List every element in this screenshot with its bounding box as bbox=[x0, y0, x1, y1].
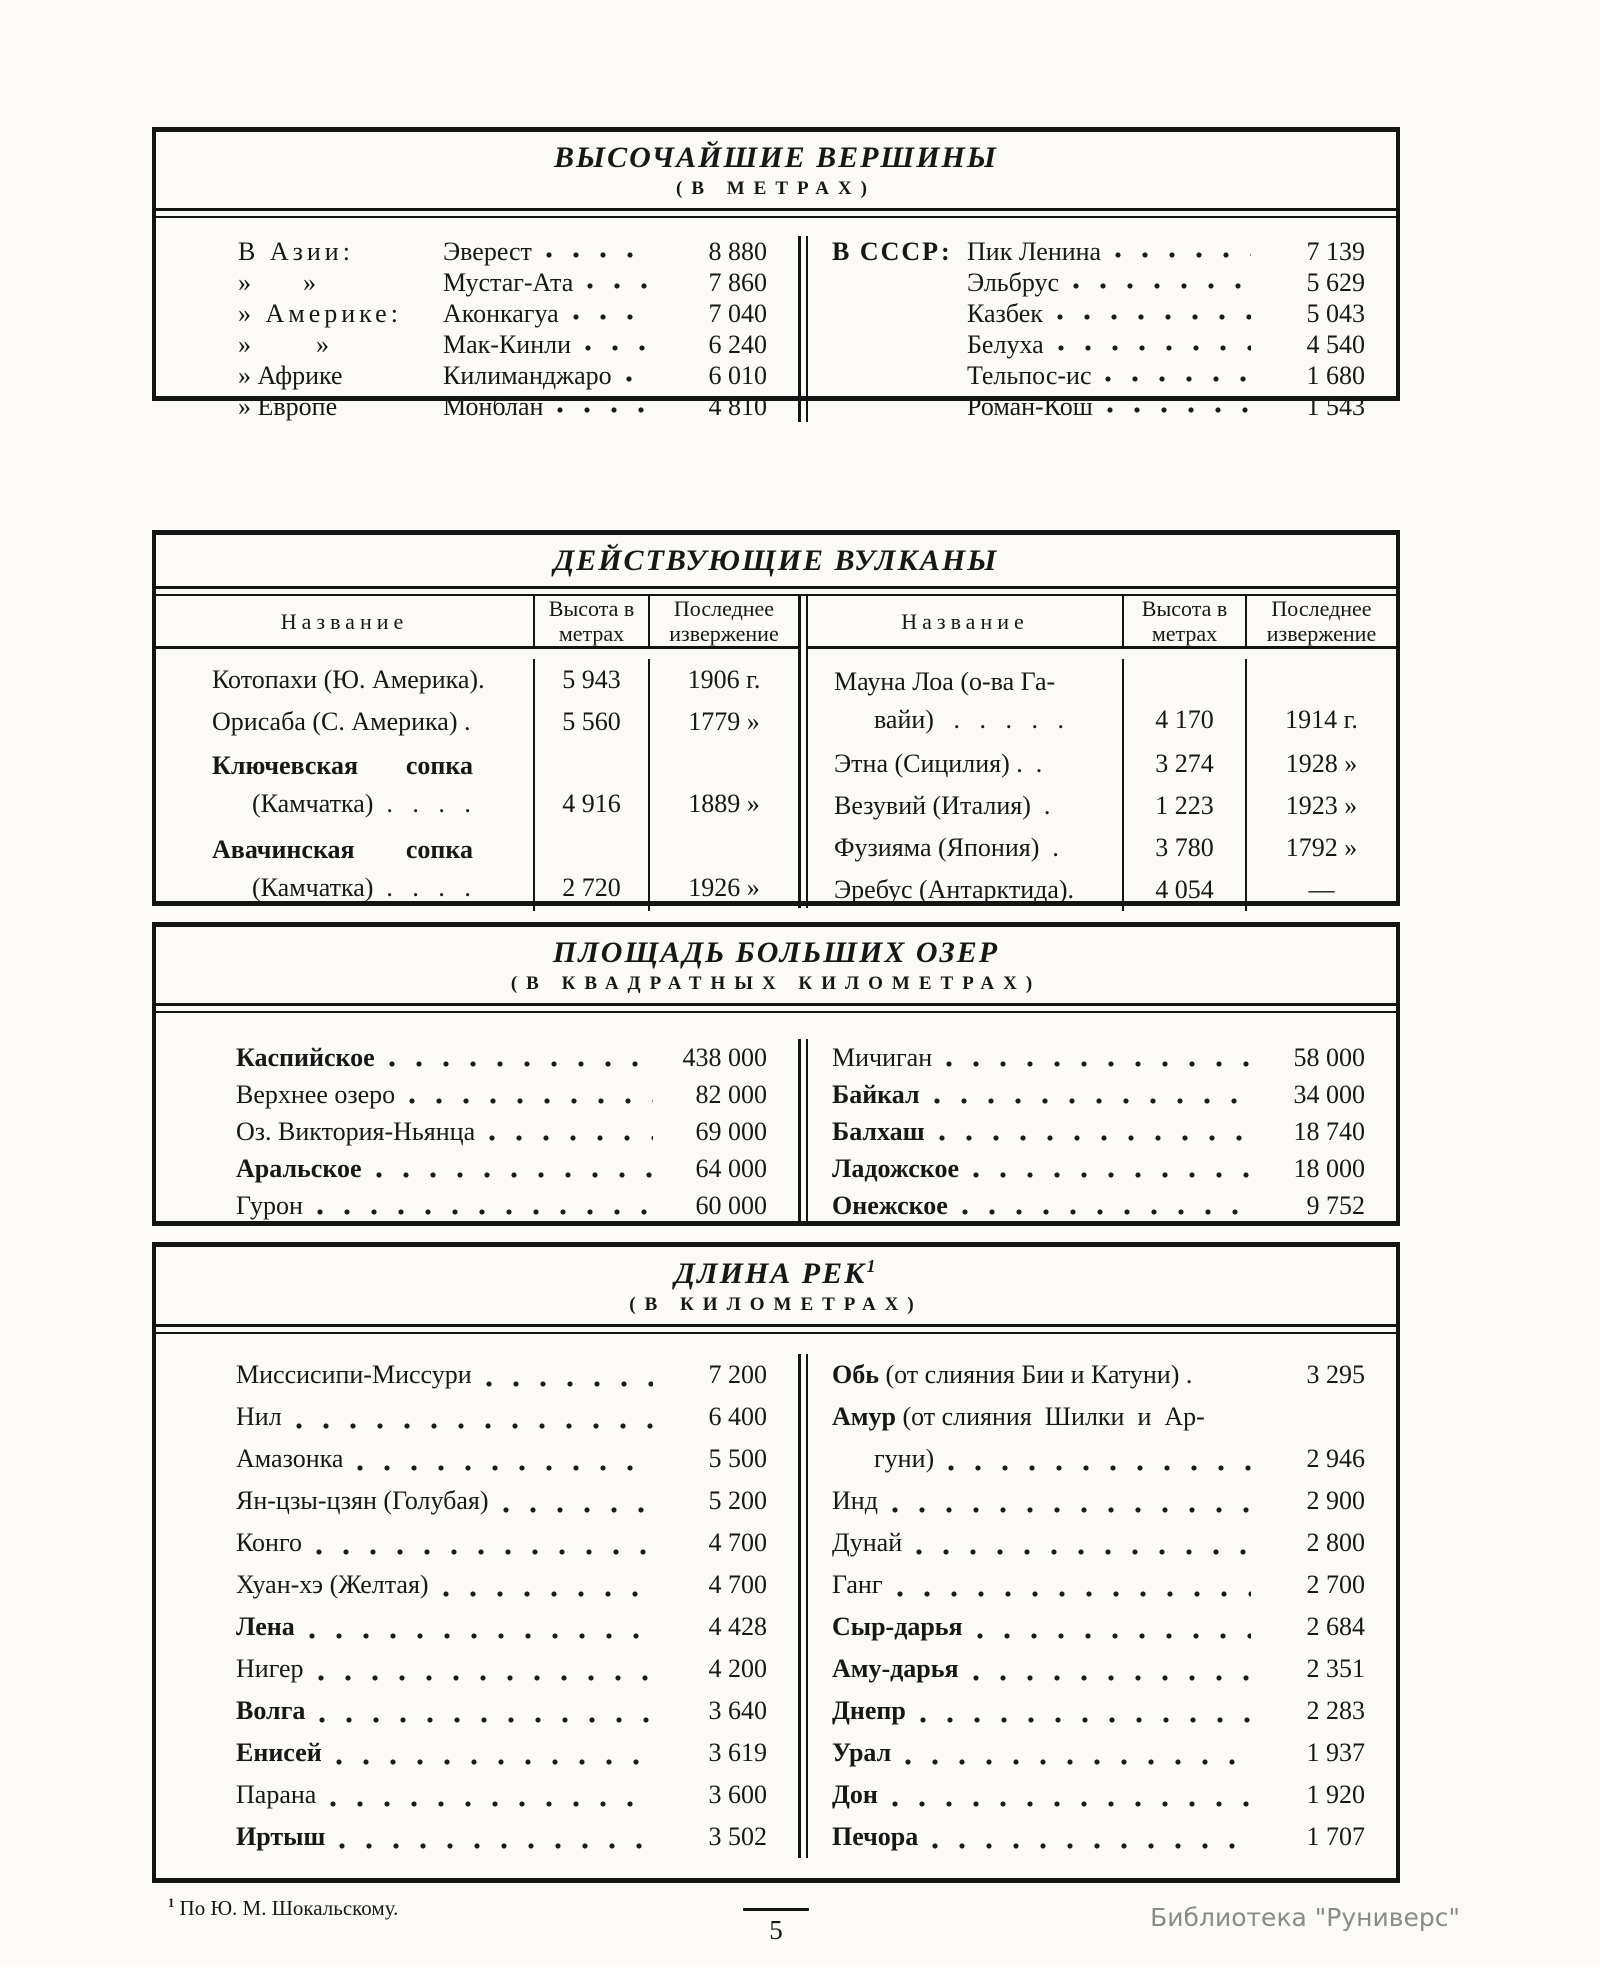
lake-name: Байкал bbox=[832, 1080, 920, 1109]
region-label: » » bbox=[238, 330, 329, 359]
last-eruption: 1792 » bbox=[1285, 833, 1358, 862]
table-row bbox=[238, 298, 767, 329]
river-length: 3 619 bbox=[708, 1738, 767, 1767]
volcano-name: Этна (Сицилия) . . bbox=[834, 749, 1043, 778]
dot-leader bbox=[939, 1135, 1251, 1141]
dot-leader bbox=[946, 1061, 1251, 1067]
dot-leader bbox=[503, 1507, 654, 1513]
river-length: 2 351 bbox=[1306, 1654, 1365, 1683]
table-row bbox=[156, 827, 798, 911]
dot-leader bbox=[376, 1172, 653, 1178]
river-name: Конго bbox=[236, 1528, 302, 1557]
river-name: Хуан-хэ (Желтая) bbox=[236, 1570, 429, 1599]
last-eruption: 1906 г. bbox=[687, 665, 761, 694]
peak-name: Монблан bbox=[443, 392, 544, 421]
dot-leader bbox=[557, 407, 653, 413]
region-label: В СССР: bbox=[832, 237, 952, 266]
peak-height: 5 629 bbox=[1306, 268, 1365, 297]
lakes-right-column bbox=[808, 1039, 1396, 1224]
last-eruption: — bbox=[1308, 875, 1335, 904]
peak-height: 7 040 bbox=[708, 299, 767, 328]
table-row bbox=[238, 267, 767, 298]
last-eruption: 1914 г. bbox=[1285, 705, 1358, 734]
col-header-name: Название bbox=[901, 608, 1029, 634]
river-length: 2 800 bbox=[1306, 1528, 1365, 1557]
river-length: 1 707 bbox=[1306, 1822, 1365, 1851]
river-name: Енисей bbox=[236, 1738, 322, 1767]
dot-leader bbox=[489, 1135, 653, 1141]
river-name: Дон bbox=[832, 1780, 878, 1809]
header-row bbox=[808, 596, 1396, 646]
last-eruption: 1889 » bbox=[688, 789, 760, 818]
lake-area: 438 000 bbox=[682, 1043, 767, 1072]
vertical-divider bbox=[798, 236, 808, 422]
table-row bbox=[832, 1438, 1365, 1480]
lake-name: Оз. Виктория-Ньянца bbox=[236, 1117, 476, 1146]
table-row bbox=[832, 1354, 1365, 1396]
table-row bbox=[832, 1113, 1365, 1150]
peak-name: Эверест bbox=[443, 237, 532, 266]
volcano-name-line2: вайи) . . . . . bbox=[874, 705, 1064, 734]
river-name: Урал bbox=[832, 1738, 892, 1767]
dot-leader bbox=[317, 1209, 653, 1215]
dot-leader bbox=[573, 314, 653, 320]
table-title: ВЫСОЧАЙШИЕ ВЕРШИНЫ bbox=[554, 141, 998, 174]
footnote-reference: 1 bbox=[866, 1256, 878, 1276]
table-row bbox=[238, 236, 767, 267]
lake-area: 9 752 bbox=[1306, 1191, 1365, 1220]
dot-leader bbox=[1058, 345, 1251, 351]
river-length: 4 700 bbox=[708, 1570, 767, 1599]
table-row bbox=[832, 1606, 1365, 1648]
river-name: Амазонка bbox=[236, 1444, 344, 1473]
table-highest-peaks bbox=[152, 127, 1400, 421]
dot-leader bbox=[1115, 252, 1251, 258]
river-name-note: (от слияния Шилки и Ар- bbox=[895, 1402, 1205, 1431]
dot-leader bbox=[1057, 314, 1251, 320]
river-name: Обь bbox=[832, 1360, 879, 1389]
dot-leader bbox=[357, 1465, 653, 1471]
volcano-name: Везувий (Италия) . bbox=[834, 791, 1051, 820]
table-title: ДЛИНА РЕК$^1$ bbox=[674, 1256, 878, 1290]
table-row bbox=[236, 1113, 767, 1150]
vertical-divider bbox=[798, 1039, 808, 1224]
river-name: Сыр-дарья bbox=[832, 1612, 963, 1641]
dot-leader bbox=[920, 1717, 1251, 1723]
double-rule bbox=[156, 1003, 1396, 1013]
river-name: Ганг bbox=[832, 1570, 883, 1599]
dot-leader bbox=[934, 1098, 1251, 1104]
table-row bbox=[832, 236, 1365, 267]
double-rule bbox=[156, 208, 1396, 218]
peak-name: Аконкагуа bbox=[443, 299, 559, 328]
region-label: » Европе bbox=[238, 392, 338, 421]
footnote-text: По Ю. М. Шокальскому. bbox=[174, 1896, 399, 1920]
table-row bbox=[236, 1732, 767, 1774]
peak-name: Тельпос-ис bbox=[967, 361, 1092, 390]
river-name: Амур bbox=[832, 1402, 896, 1431]
footnote-marker: 1 bbox=[168, 1896, 175, 1910]
dot-leader bbox=[897, 1591, 1251, 1597]
river-length: 3 640 bbox=[708, 1696, 767, 1725]
lake-area: 64 000 bbox=[695, 1154, 767, 1183]
river-name: Нигер bbox=[236, 1654, 304, 1683]
peak-height: 7 860 bbox=[708, 268, 767, 297]
river-length: 1 937 bbox=[1306, 1738, 1365, 1767]
dot-leader bbox=[1105, 376, 1251, 382]
lake-name: Каспийское bbox=[236, 1043, 375, 1072]
table-row bbox=[236, 1648, 767, 1690]
double-rule bbox=[156, 1324, 1396, 1334]
volcano-name: Котопахи (Ю. Америка). bbox=[212, 665, 485, 694]
table-body bbox=[156, 596, 1396, 908]
table-title: ДЕЙСТВУЮЩИЕ ВУЛКАНЫ bbox=[553, 544, 999, 577]
table-row bbox=[832, 1150, 1365, 1187]
peaks-right-column bbox=[808, 236, 1396, 422]
volcano-name: Эребус (Антарктида). bbox=[834, 875, 1075, 904]
double-rule bbox=[156, 586, 1396, 596]
river-length: 4 200 bbox=[708, 1654, 767, 1683]
lake-area: 58 000 bbox=[1293, 1043, 1365, 1072]
table-row bbox=[236, 1522, 767, 1564]
river-name: Нил bbox=[236, 1402, 282, 1431]
rivers-right-column bbox=[808, 1354, 1396, 1858]
page-number: 5 bbox=[769, 1915, 783, 1945]
region-label: » » bbox=[238, 268, 316, 297]
volcano-height: 2 720 bbox=[533, 827, 650, 911]
volcano-name-line2: (Камчатка) . . . . bbox=[252, 789, 471, 818]
river-length: 2 283 bbox=[1306, 1696, 1365, 1725]
river-name: Дунай bbox=[832, 1528, 903, 1557]
table-subtitle: (В КВАДРАТНЫХ КИЛОМЕТРАХ) bbox=[510, 973, 1042, 994]
col-header-eruption: Последнее извержение bbox=[669, 596, 779, 646]
lake-name: Гурон bbox=[236, 1191, 303, 1220]
table-row bbox=[156, 659, 798, 701]
table-row bbox=[236, 1354, 767, 1396]
table-row bbox=[236, 1039, 767, 1076]
lake-area: 69 000 bbox=[695, 1117, 767, 1146]
volcanoes-left-section bbox=[156, 596, 798, 908]
peak-height: 5 043 bbox=[1306, 299, 1365, 328]
peak-height: 4 810 bbox=[708, 392, 767, 421]
river-name: Ян-цзы-цзян (Голубая) bbox=[236, 1486, 489, 1515]
dot-leader bbox=[905, 1759, 1251, 1765]
dot-leader bbox=[319, 1717, 653, 1723]
peak-height: 1 680 bbox=[1306, 361, 1365, 390]
volcano-name-line1: Мауна Лоа (о-ва Га- bbox=[834, 667, 1056, 696]
volcano-height: 3 274 bbox=[1122, 743, 1247, 785]
dot-leader bbox=[1107, 407, 1251, 413]
river-name: Печора bbox=[832, 1822, 919, 1851]
dot-leader bbox=[309, 1633, 653, 1639]
river-length: 2 900 bbox=[1306, 1486, 1365, 1515]
peak-height: 4 540 bbox=[1306, 330, 1365, 359]
river-name-note: (от слияния Бии и Катуни) . bbox=[878, 1360, 1193, 1389]
table-row bbox=[236, 1396, 767, 1438]
table-subtitle: (В МЕТРАХ) bbox=[676, 178, 876, 199]
river-length: 4 700 bbox=[708, 1528, 767, 1557]
river-length: 5 500 bbox=[708, 1444, 767, 1473]
volcanoes-right-section bbox=[808, 596, 1396, 908]
river-length: 4 428 bbox=[708, 1612, 767, 1641]
table-row bbox=[832, 1564, 1365, 1606]
volcano-name: Орисаба (С. Америка) . bbox=[212, 707, 471, 736]
dot-leader bbox=[892, 1801, 1251, 1807]
peak-name: Белуха bbox=[967, 330, 1044, 359]
dot-leader bbox=[546, 252, 653, 258]
lake-name: Верхнее озеро bbox=[236, 1080, 396, 1109]
page-number-rule bbox=[743, 1908, 809, 1911]
lake-name: Мичиган bbox=[832, 1043, 933, 1072]
col-header-name: Название bbox=[280, 608, 409, 634]
river-length: 1 920 bbox=[1306, 1780, 1365, 1809]
table-active-volcanoes bbox=[152, 530, 1400, 906]
table-row bbox=[832, 1816, 1365, 1858]
peak-name: Эльбрус bbox=[967, 268, 1060, 297]
river-name: Инд bbox=[832, 1486, 878, 1515]
lake-name: Ладожское bbox=[832, 1154, 959, 1183]
river-length: 2 700 bbox=[1306, 1570, 1365, 1599]
table-row bbox=[236, 1150, 767, 1187]
table-row bbox=[832, 1690, 1365, 1732]
table-large-lakes bbox=[152, 922, 1400, 1226]
table-body bbox=[156, 218, 1396, 422]
river-name-continuation: гуни) bbox=[874, 1444, 935, 1473]
table-row bbox=[236, 1816, 767, 1858]
rivers-left-column bbox=[156, 1354, 798, 1858]
peak-name: Килиманджаро bbox=[443, 361, 612, 390]
volcano-name-line1: Ключевская сопка bbox=[212, 751, 473, 780]
col-header-height: Высота в метрах bbox=[533, 596, 650, 646]
volcano-rows bbox=[808, 649, 1396, 911]
dot-leader bbox=[336, 1759, 653, 1765]
table-row bbox=[236, 1076, 767, 1113]
dot-leader bbox=[409, 1098, 653, 1104]
lake-area: 82 000 bbox=[695, 1080, 767, 1109]
lake-area: 60 000 bbox=[695, 1191, 767, 1220]
last-eruption: 1779 » bbox=[688, 707, 760, 736]
lake-name: Балхаш bbox=[832, 1117, 925, 1146]
last-eruption: 1926 » bbox=[688, 873, 760, 902]
lakes-left-column bbox=[156, 1039, 798, 1224]
table-row bbox=[832, 1522, 1365, 1564]
header-row bbox=[156, 596, 798, 646]
dot-leader bbox=[316, 1549, 653, 1555]
dot-leader bbox=[318, 1675, 653, 1681]
volcano-name: Фузияма (Япония) . bbox=[834, 833, 1059, 862]
table-row bbox=[238, 391, 767, 422]
dot-leader bbox=[1073, 283, 1251, 289]
table-row bbox=[238, 360, 767, 391]
peak-height: 8 880 bbox=[708, 237, 767, 266]
table-row bbox=[808, 785, 1396, 827]
volcano-name bbox=[156, 743, 533, 827]
table-row bbox=[236, 1187, 767, 1224]
table-row bbox=[156, 701, 798, 743]
col-header-height: Высота в метрах bbox=[1122, 596, 1247, 646]
table-row bbox=[236, 1438, 767, 1480]
volcano-height: 1 223 bbox=[1122, 785, 1247, 827]
river-name: Днепр bbox=[832, 1696, 906, 1725]
volcano-name bbox=[808, 659, 1122, 743]
river-length: 2 684 bbox=[1306, 1612, 1365, 1641]
river-length: 7 200 bbox=[708, 1360, 767, 1389]
table-row bbox=[832, 1039, 1365, 1076]
table-row bbox=[238, 329, 767, 360]
dot-leader bbox=[585, 345, 653, 351]
table-row bbox=[832, 1187, 1365, 1224]
table-row bbox=[808, 827, 1396, 869]
table-row bbox=[808, 743, 1396, 785]
table-row bbox=[832, 1648, 1365, 1690]
peak-height: 7 139 bbox=[1306, 237, 1365, 266]
dot-leader bbox=[916, 1549, 1251, 1555]
table-row bbox=[808, 869, 1396, 911]
table-title: ПЛОЩАДЬ БОЛЬШИХ ОЗЕР bbox=[552, 936, 1000, 969]
peak-name: Пик Ленина bbox=[967, 237, 1102, 266]
table-row bbox=[832, 1076, 1365, 1113]
dot-leader bbox=[973, 1675, 1251, 1681]
river-name: Парана bbox=[236, 1780, 317, 1809]
table-row bbox=[236, 1774, 767, 1816]
river-name: Миссисипи-Миссури bbox=[236, 1360, 472, 1389]
river-length: 5 200 bbox=[708, 1486, 767, 1515]
dot-leader bbox=[892, 1507, 1251, 1513]
table-river-lengths bbox=[152, 1242, 1400, 1883]
dot-leader bbox=[486, 1381, 653, 1387]
table-body bbox=[156, 1013, 1396, 1224]
dot-leader bbox=[330, 1801, 653, 1807]
table-row bbox=[832, 1480, 1365, 1522]
lake-area: 18 740 bbox=[1293, 1117, 1365, 1146]
dot-leader bbox=[587, 283, 653, 289]
peaks-left-column bbox=[156, 236, 798, 422]
table-row bbox=[832, 360, 1365, 391]
dot-leader bbox=[948, 1465, 1251, 1471]
river-name: Волга bbox=[236, 1696, 306, 1725]
region-label: В Азии: bbox=[238, 237, 354, 266]
table-row bbox=[832, 391, 1365, 422]
vertical-divider bbox=[798, 596, 808, 908]
peak-name: Роман-Кош bbox=[967, 392, 1093, 421]
table-row bbox=[832, 267, 1365, 298]
dot-leader bbox=[443, 1591, 653, 1597]
dot-leader bbox=[389, 1061, 653, 1067]
river-length: 3 502 bbox=[708, 1822, 767, 1851]
peak-height: 1 543 bbox=[1306, 392, 1365, 421]
table-row bbox=[236, 1564, 767, 1606]
dot-leader bbox=[962, 1209, 1251, 1215]
volcano-rows bbox=[156, 649, 798, 911]
river-length: 3 295 bbox=[1306, 1360, 1365, 1389]
lake-area: 18 000 bbox=[1293, 1154, 1365, 1183]
volcano-height: 5 560 bbox=[533, 701, 650, 743]
last-eruption: 1928 » bbox=[1285, 749, 1358, 778]
volcano-height: 4 054 bbox=[1122, 869, 1247, 911]
table-row bbox=[832, 1396, 1365, 1438]
volcano-height: 3 780 bbox=[1122, 827, 1247, 869]
vertical-divider bbox=[798, 1354, 808, 1858]
peak-height: 6 010 bbox=[708, 361, 767, 390]
river-length: 6 400 bbox=[708, 1402, 767, 1431]
table-row bbox=[808, 659, 1396, 743]
lake-name: Онежское bbox=[832, 1191, 948, 1220]
table-row bbox=[236, 1606, 767, 1648]
dot-leader bbox=[977, 1633, 1251, 1639]
dot-leader bbox=[296, 1423, 653, 1429]
river-name: Иртыш bbox=[236, 1822, 326, 1851]
lake-area: 34 000 bbox=[1293, 1080, 1365, 1109]
volcano-height: 5 943 bbox=[533, 659, 650, 701]
region-label: » Америке: bbox=[238, 299, 402, 328]
dot-leader bbox=[626, 376, 653, 382]
table-row bbox=[236, 1480, 767, 1522]
table-row bbox=[832, 1774, 1365, 1816]
volcano-height: 4 170 bbox=[1122, 659, 1247, 743]
dot-leader bbox=[973, 1172, 1251, 1178]
table-body bbox=[156, 1334, 1396, 1858]
river-name: Аму-дарья bbox=[832, 1654, 959, 1683]
river-length: 2 946 bbox=[1306, 1444, 1365, 1473]
footnote bbox=[168, 1896, 398, 1921]
table-row bbox=[156, 743, 798, 827]
table-row bbox=[832, 329, 1365, 360]
lake-name: Аральское bbox=[236, 1154, 362, 1183]
last-eruption: 1923 » bbox=[1285, 791, 1358, 820]
table-row bbox=[832, 298, 1365, 329]
dot-leader bbox=[339, 1843, 653, 1849]
region-label: » Африке bbox=[238, 361, 343, 390]
volcano-name-line1: Авачинская сопка bbox=[212, 835, 473, 864]
table-subtitle: (В КИЛОМЕТРАХ) bbox=[629, 1294, 923, 1315]
volcano-name-line2: (Камчатка) . . . . bbox=[252, 873, 471, 902]
peak-name: Мустаг-Ата bbox=[443, 268, 574, 297]
river-name: Лена bbox=[236, 1612, 295, 1641]
dot-leader bbox=[932, 1843, 1251, 1849]
river-length: 3 600 bbox=[708, 1780, 767, 1809]
peak-name: Казбек bbox=[967, 299, 1043, 328]
volcano-height: 4 916 bbox=[533, 743, 650, 827]
volcano-name bbox=[156, 827, 533, 911]
library-watermark: Библиотека "Руниверс" bbox=[1150, 1903, 1460, 1932]
page-number-block bbox=[716, 1908, 836, 1946]
peak-height: 6 240 bbox=[708, 330, 767, 359]
table-row bbox=[236, 1690, 767, 1732]
table-row bbox=[832, 1732, 1365, 1774]
col-header-eruption: Последнее извержение bbox=[1266, 596, 1377, 646]
peak-name: Мак-Кинли bbox=[443, 330, 572, 359]
